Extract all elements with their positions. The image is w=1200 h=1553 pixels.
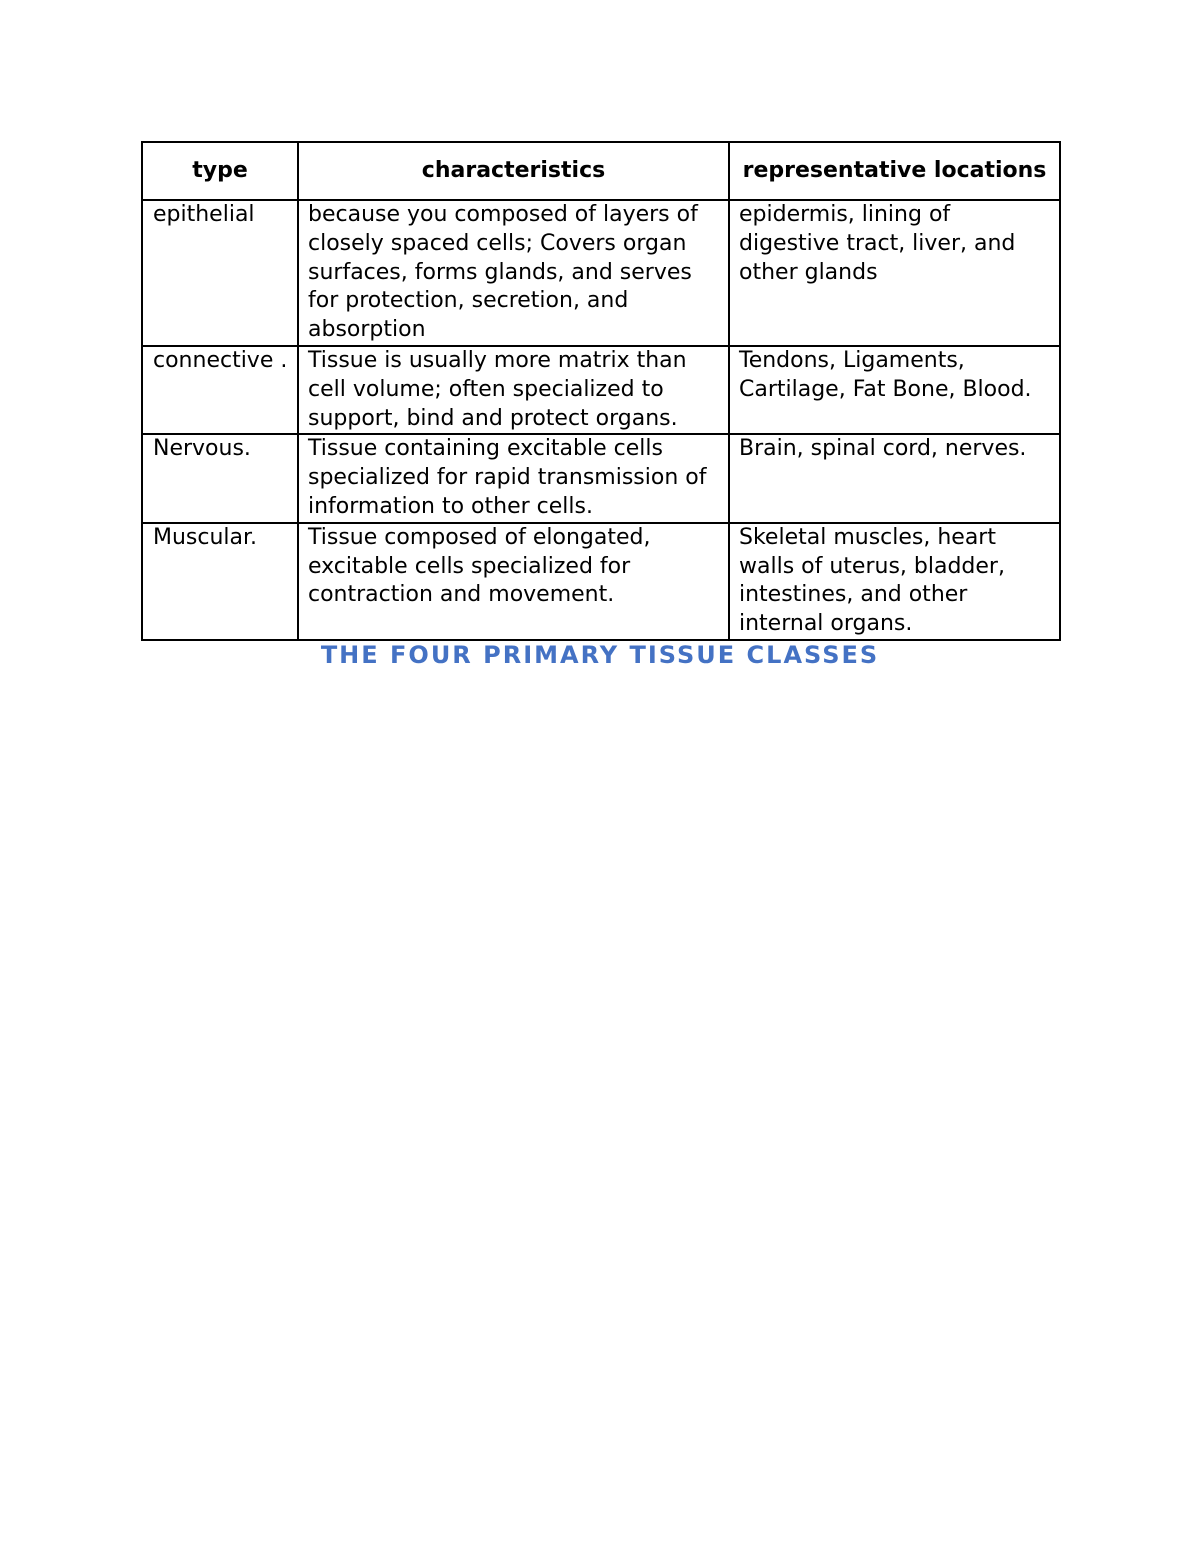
cell-characteristics: because you composed of layers of closely spaced cells; Covers organ surfaces, forms glands, and serves for protection, secretion, and absorption — [298, 200, 729, 346]
table-row — [142, 346, 1060, 434]
table-caption: THE FOUR PRIMARY TISSUE CLASSES — [320, 641, 880, 669]
tissue-classes-table — [141, 141, 1061, 641]
table-row — [142, 523, 1060, 640]
cell-type: Muscular. — [142, 523, 298, 640]
cell-type: epithelial — [142, 200, 298, 346]
cell-characteristics: Tissue composed of elongated, excitable cells specialized for contraction and movement. — [298, 523, 729, 640]
cell-locations: Skeletal muscles, heart walls of uterus, bladder, intestines, and other internal organs. — [729, 523, 1060, 640]
table-header-row — [142, 142, 1060, 200]
cell-characteristics: Tissue is usually more matrix than cell volume; often specialized to support, bind and protect organs. — [298, 346, 729, 434]
header-representative-locations: representative locations — [729, 142, 1060, 200]
header-characteristics: characteristics — [298, 142, 729, 200]
cell-type: Nervous. — [142, 434, 298, 522]
cell-characteristics: Tissue containing excitable cells specialized for rapid transmission of information to other cells. — [298, 434, 729, 522]
header-type: type — [142, 142, 298, 200]
table-row — [142, 434, 1060, 522]
cell-locations: Tendons, Ligaments, Cartilage, Fat Bone, Blood. — [729, 346, 1060, 434]
cell-locations: Brain, spinal cord, nerves. — [729, 434, 1060, 522]
cell-type: connective . — [142, 346, 298, 434]
table-row — [142, 200, 1060, 346]
cell-locations: epidermis, lining of digestive tract, liver, and other glands — [729, 200, 1060, 346]
